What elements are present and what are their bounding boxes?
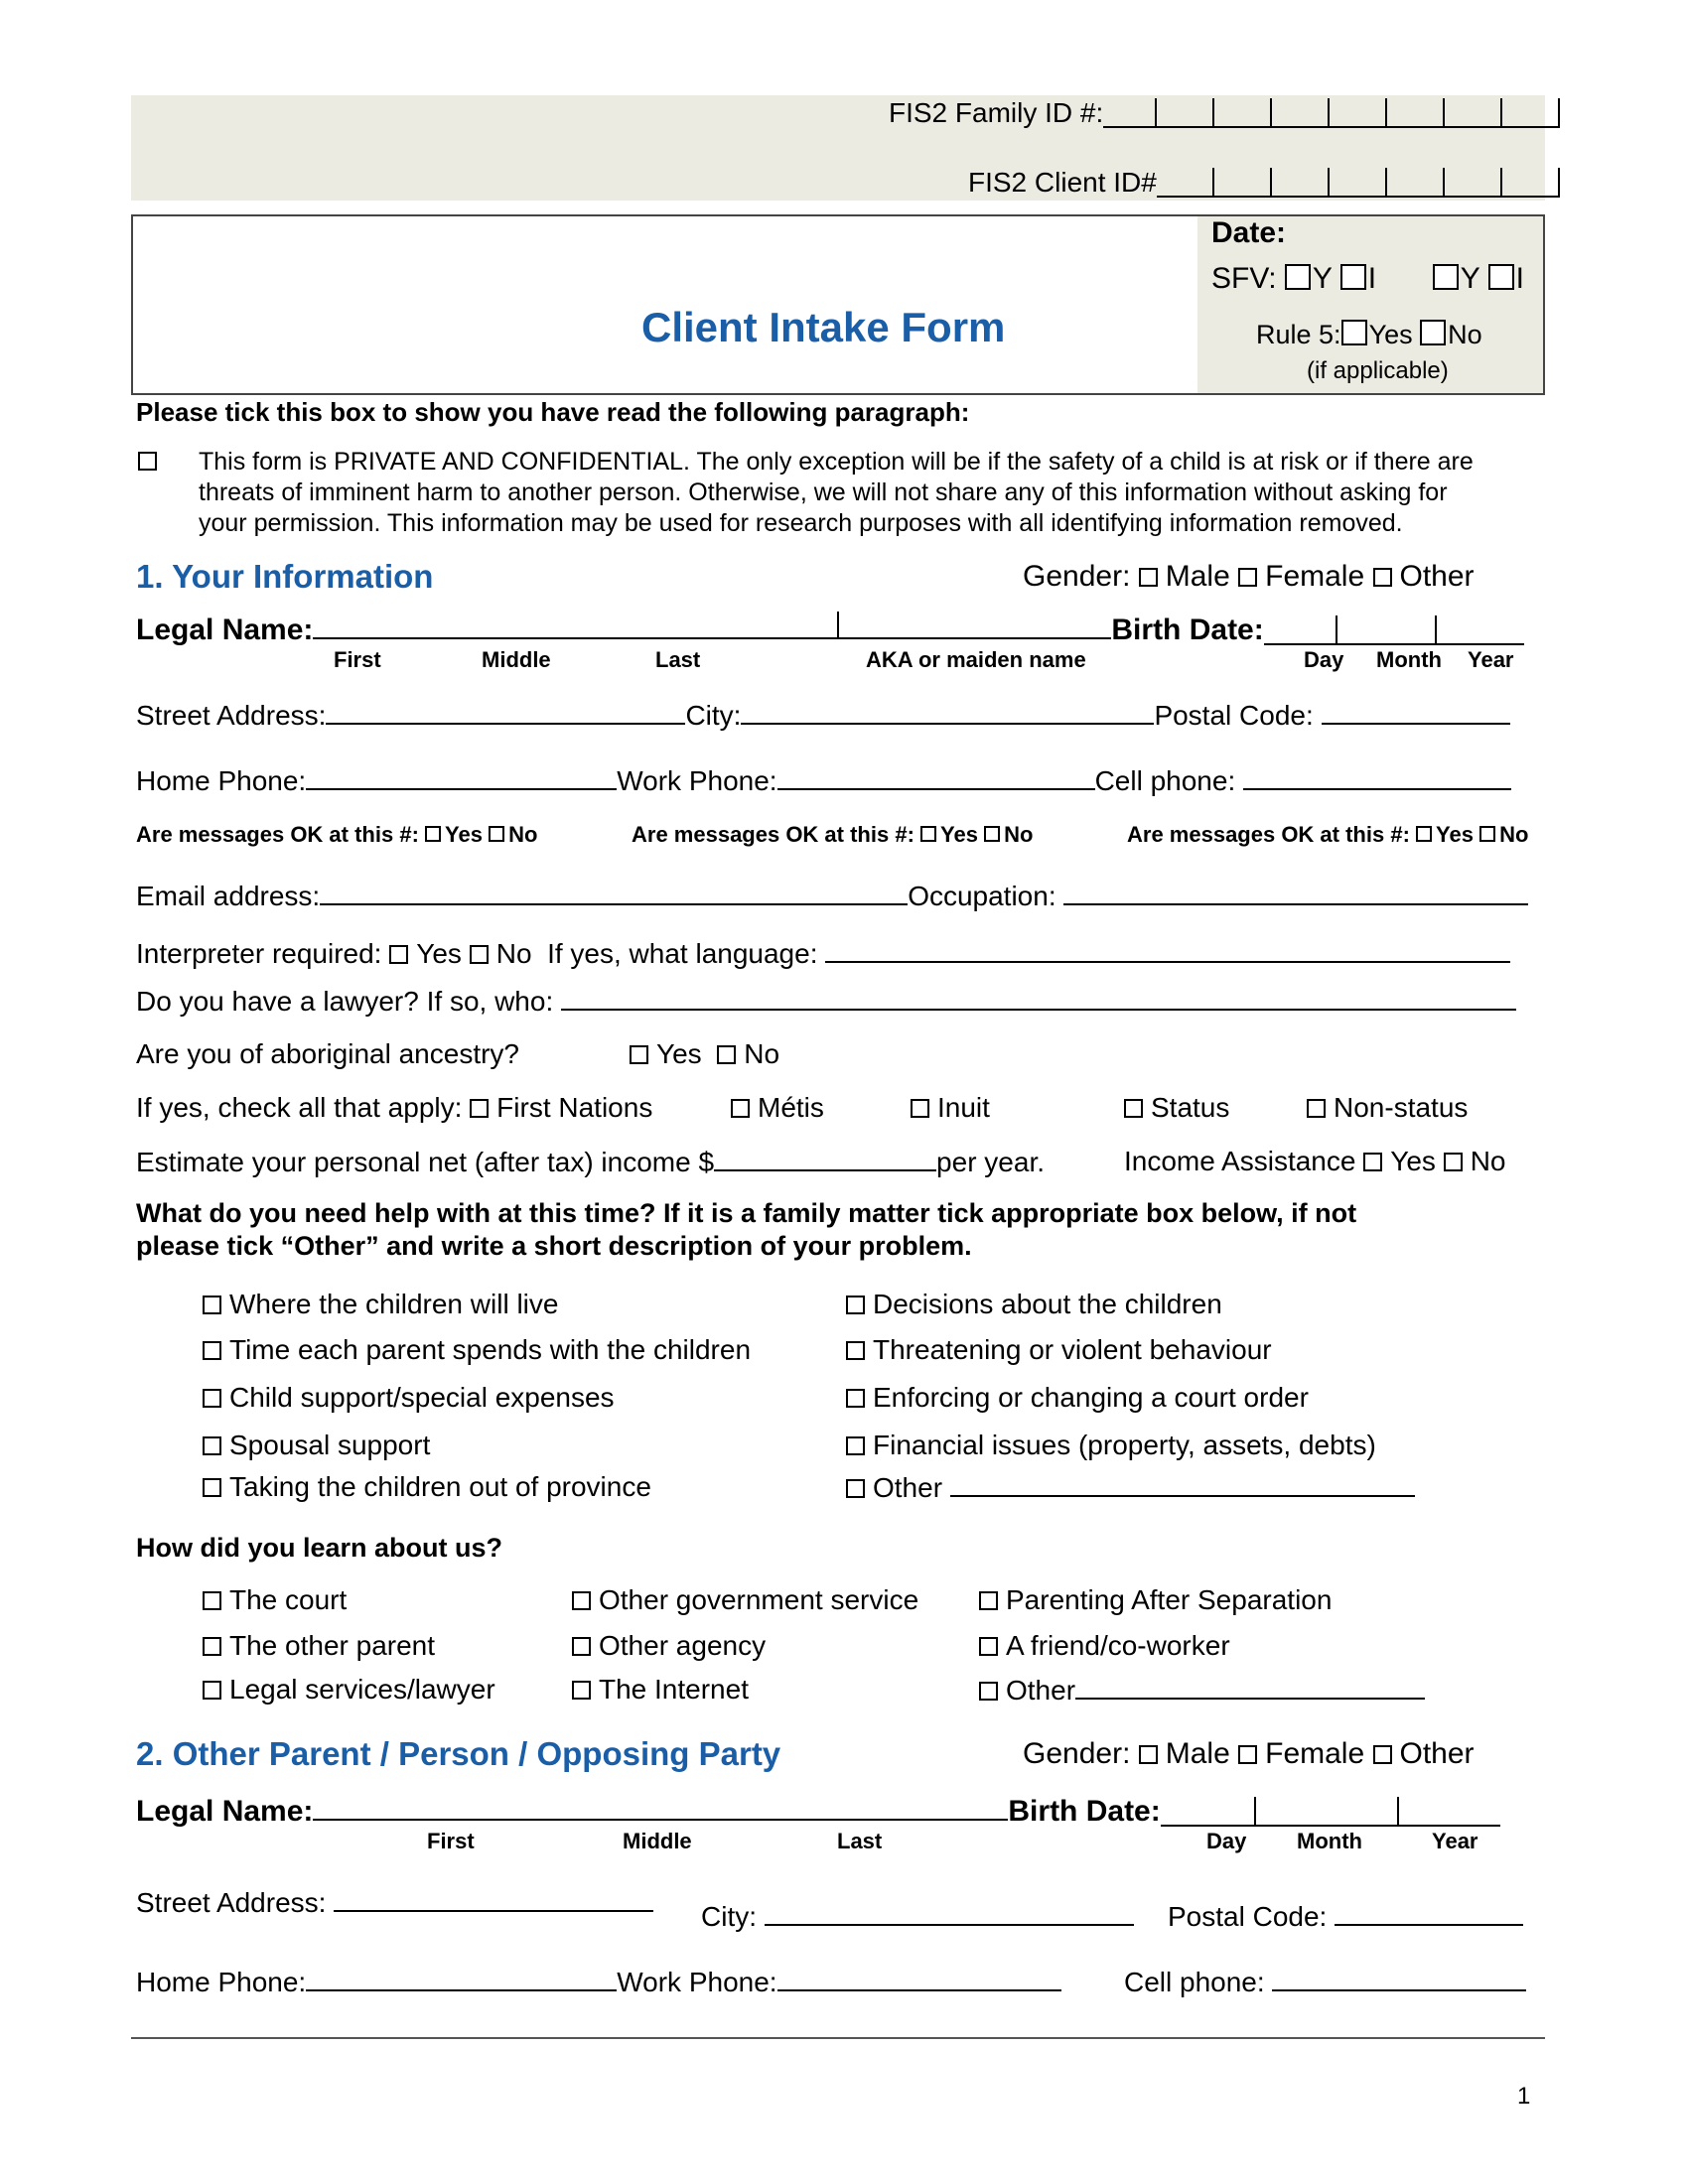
- help-left-5-label: Taking the children out of province: [229, 1471, 651, 1502]
- messages-cell-no-label: No: [1499, 822, 1529, 847]
- s2-name-sub-middle: Middle: [623, 1829, 692, 1853]
- legal-name-sub-aka: AKA or maiden name: [866, 647, 1086, 672]
- legal-name-label: Legal Name:: [136, 614, 314, 646]
- help-left-1-checkbox[interactable]: [203, 1296, 221, 1314]
- learn-parenting-label: Parenting After Separation: [1006, 1584, 1333, 1615]
- city-field[interactable]: [741, 699, 1154, 725]
- help-option-left-4: [203, 1430, 430, 1461]
- s2-date-sub-day: Day: [1206, 1829, 1247, 1853]
- messages-cell-label: Are messages OK at this #:: [1127, 822, 1410, 847]
- s2-gender-male-checkbox[interactable]: [1139, 1745, 1158, 1764]
- s2-gender-other-checkbox[interactable]: [1373, 1745, 1392, 1764]
- learn-other-agency-checkbox[interactable]: [572, 1637, 591, 1656]
- interpreter-row: [136, 937, 1510, 970]
- sfv-label: SFV:: [1211, 262, 1277, 295]
- messages-home-no-checkbox[interactable]: [489, 826, 504, 842]
- metis-label: Métis: [758, 1092, 824, 1123]
- learn-col3-item-3: [979, 1674, 1425, 1706]
- aboriginal-no-checkbox[interactable]: [717, 1045, 736, 1064]
- learn-gov-service-checkbox[interactable]: [572, 1591, 591, 1610]
- consent-line-1: This form is PRIVATE AND CONFIDENTIAL. The only exception will be if the safety of a child is at risk or if there are: [199, 448, 1474, 476]
- help-left-3-checkbox[interactable]: [203, 1389, 221, 1408]
- birth-date-sub-year: Year: [1468, 647, 1514, 672]
- s2-legal-name-field[interactable]: [313, 1793, 1008, 1821]
- rule5-label: Rule 5:: [1256, 320, 1341, 349]
- s2-gender-male-label: Male: [1165, 1737, 1230, 1770]
- help-left-2-checkbox[interactable]: [203, 1341, 221, 1360]
- client-id-label: FIS2 Client ID#: [968, 167, 1157, 198]
- sfv-option-1-label: Y: [1312, 262, 1333, 295]
- non-status-checkbox[interactable]: [1307, 1099, 1326, 1118]
- s2-cell-phone-field[interactable]: [1272, 1966, 1526, 1991]
- learn-parenting-checkbox[interactable]: [979, 1591, 998, 1610]
- s2-city-field[interactable]: [765, 1900, 1134, 1926]
- messages-cell: [1127, 822, 1528, 848]
- section2-heading: 2. Other Parent / Person / Opposing Party: [136, 1735, 781, 1772]
- s2-date-sub-year: Year: [1432, 1829, 1478, 1853]
- learn-friend-label: A friend/co-worker: [1006, 1630, 1230, 1661]
- inuit-label: Inuit: [937, 1092, 990, 1123]
- help-question-line-2: please tick “Other” and write a short description of your problem.: [136, 1231, 972, 1261]
- consent-text: [199, 447, 1474, 539]
- rule5-note: (if applicable): [1307, 357, 1449, 384]
- messages-cell-yes-checkbox[interactable]: [1416, 826, 1432, 842]
- work-phone-label: Work Phone:: [617, 765, 777, 796]
- sfv-option-4-label: I: [1515, 262, 1524, 295]
- consent-line-2: threats of imminent harm to another person. Otherwise, we will not share any of this information without asking for: [199, 478, 1448, 506]
- form-title: Client Intake Form: [641, 304, 1006, 350]
- s2-birth-date-label: Birth Date:: [1008, 1795, 1161, 1828]
- gender-female-label: Female: [1265, 560, 1365, 593]
- s2-legal-name-row: [136, 1793, 1500, 1829]
- s2-gender-female-label: Female: [1265, 1737, 1365, 1770]
- rule5-row: [1256, 320, 1482, 350]
- income-assist-yes-checkbox[interactable]: [1363, 1153, 1382, 1171]
- messages-home-label: Are messages OK at this #:: [136, 822, 419, 847]
- income-label: Estimate your personal net (after tax) income $: [136, 1147, 715, 1177]
- sfv-row: [1211, 262, 1524, 296]
- s2-home-phone-label: Home Phone:: [136, 1967, 307, 1997]
- learn-col1-item-1: [203, 1584, 347, 1616]
- help-right-3-label: Enforcing or changing a court order: [873, 1382, 1309, 1413]
- apply-label: [136, 1092, 652, 1124]
- first-nations-label: First Nations: [496, 1092, 653, 1123]
- messages-work-yes-checkbox[interactable]: [920, 826, 936, 842]
- s2-date-sub-month: Month: [1297, 1829, 1362, 1853]
- legal-name-row: [136, 612, 1524, 647]
- help-left-3-label: Child support/special expenses: [229, 1382, 615, 1413]
- birth-date-sub-month: Month: [1376, 647, 1442, 672]
- messages-work: [632, 822, 1033, 848]
- gender-male-checkbox[interactable]: [1139, 568, 1158, 587]
- s2-name-sub-last: Last: [837, 1829, 883, 1853]
- s2-gender-female-checkbox[interactable]: [1238, 1745, 1257, 1764]
- help-right-2-label: Threatening or violent behaviour: [873, 1334, 1272, 1365]
- income-assist-no-label: No: [1470, 1146, 1506, 1176]
- sfv-checkbox-3[interactable]: [1433, 264, 1459, 290]
- client-id-field[interactable]: [1157, 167, 1560, 198]
- learn-internet-checkbox[interactable]: [572, 1681, 591, 1700]
- rule5-yes-checkbox[interactable]: [1341, 320, 1367, 345]
- income-assist-no-checkbox[interactable]: [1444, 1153, 1463, 1171]
- learn-col2-item-1: [572, 1584, 918, 1616]
- s2-postal-label: Postal Code:: [1168, 1901, 1328, 1932]
- s2-work-phone-field[interactable]: [777, 1966, 1061, 1991]
- learn-other-agency-label: Other agency: [599, 1630, 767, 1661]
- help-option-left-3: [203, 1382, 615, 1414]
- messages-work-label: Are messages OK at this #:: [632, 822, 914, 847]
- messages-home-no-label: No: [508, 822, 538, 847]
- interpreter-label: Interpreter required:: [136, 938, 382, 969]
- non-status-label: Non-status: [1334, 1092, 1469, 1123]
- street-field[interactable]: [326, 699, 685, 725]
- rule5-yes-label: Yes: [1368, 320, 1413, 349]
- inuit-option: [911, 1092, 990, 1124]
- gender-male-label: Male: [1165, 560, 1230, 593]
- learn-court-checkbox[interactable]: [203, 1591, 221, 1610]
- cell-phone-label: Cell phone:: [1094, 765, 1236, 796]
- help-option-right-1: [846, 1289, 1222, 1320]
- learn-col2-item-3: [572, 1674, 749, 1706]
- help-option-right-2: [846, 1334, 1272, 1366]
- income-assist-label: Income Assistance: [1124, 1146, 1356, 1176]
- messages-cell-yes-label: Yes: [1436, 822, 1474, 847]
- s2-street-row: [136, 1886, 653, 1919]
- learn-col1-item-3: [203, 1674, 495, 1706]
- sfv-option-2-label: I: [1367, 262, 1377, 295]
- family-id-row: [889, 97, 1560, 129]
- family-id-field[interactable]: [1103, 97, 1560, 128]
- help-right-3-checkbox[interactable]: [846, 1389, 865, 1408]
- messages-work-yes-label: Yes: [940, 822, 978, 847]
- s2-home-phone-field[interactable]: [306, 1966, 617, 1991]
- home-phone-label: Home Phone:: [136, 765, 307, 796]
- messages-home-yes-label: Yes: [445, 822, 483, 847]
- s2-cell-row: [1124, 1966, 1526, 1998]
- learn-legal-services-label: Legal services/lawyer: [229, 1674, 495, 1705]
- per-year-label: per year.: [936, 1147, 1045, 1177]
- help-left-1-label: Where the children will live: [229, 1289, 559, 1319]
- help-left-4-checkbox[interactable]: [203, 1436, 221, 1455]
- city-label: City:: [685, 700, 742, 731]
- messages-cell-no-checkbox[interactable]: [1479, 826, 1495, 842]
- metis-checkbox[interactable]: [731, 1099, 750, 1118]
- status-checkbox[interactable]: [1124, 1099, 1143, 1118]
- status-label: Status: [1151, 1092, 1230, 1123]
- rule5-no-label: No: [1448, 320, 1482, 349]
- sfv-option-3-label: Y: [1460, 262, 1480, 295]
- consent-heading: Please tick this box to show you have read the following paragraph:: [136, 397, 970, 427]
- lawyer-label: Do you have a lawyer? If so, who:: [136, 986, 554, 1017]
- learn-col3-item-2: [979, 1630, 1230, 1662]
- consent-checkbox[interactable]: [138, 452, 157, 471]
- birth-date-field[interactable]: [1264, 614, 1524, 646]
- inuit-checkbox[interactable]: [911, 1099, 929, 1118]
- metis-option: [731, 1092, 824, 1124]
- help-option-right-4: [846, 1430, 1376, 1461]
- learn-other-parent-label: The other parent: [229, 1630, 436, 1661]
- postal-field[interactable]: [1322, 699, 1510, 725]
- help-question: [136, 1197, 1356, 1263]
- s2-name-sub-first: First: [427, 1829, 475, 1853]
- help-question-line-1: What do you need help with at this time? If it is a family matter tick appropriate box below, if not: [136, 1198, 1357, 1228]
- email-label: Email address:: [136, 881, 321, 911]
- income-field[interactable]: [714, 1146, 936, 1171]
- help-right-1-label: Decisions about the children: [873, 1289, 1222, 1319]
- help-left-4-label: Spousal support: [229, 1430, 431, 1460]
- email-row: [136, 880, 1528, 912]
- help-other-field[interactable]: [950, 1471, 1415, 1497]
- aboriginal-no-label: No: [744, 1038, 780, 1069]
- cell-phone-field[interactable]: [1243, 764, 1511, 790]
- help-left-5-checkbox[interactable]: [203, 1478, 221, 1497]
- s2-work-phone-label: Work Phone:: [617, 1967, 777, 1997]
- learn-col2-item-2: [572, 1630, 766, 1662]
- section1-heading: 1. Your Information: [136, 558, 434, 595]
- learn-other-field[interactable]: [1075, 1674, 1425, 1700]
- postal-label: Postal Code:: [1154, 700, 1314, 731]
- messages-work-no-label: No: [1004, 822, 1034, 847]
- learn-other-label: Other: [1006, 1675, 1076, 1706]
- help-right-1-checkbox[interactable]: [846, 1296, 865, 1314]
- section1-gender-row: [1023, 560, 1475, 594]
- learn-other-parent-checkbox[interactable]: [203, 1637, 221, 1656]
- family-id-label: FIS2 Family ID #:: [889, 97, 1104, 128]
- street-label: Street Address:: [136, 700, 327, 731]
- help-option-left-2: [203, 1334, 751, 1366]
- client-id-row: [968, 167, 1560, 199]
- aboriginal-yes-label: Yes: [656, 1038, 702, 1069]
- email-field[interactable]: [320, 880, 908, 905]
- legal-name-sub-last: Last: [655, 647, 701, 672]
- section2-gender-row: [1023, 1737, 1475, 1771]
- apply-label-text: If yes, check all that apply:: [136, 1092, 463, 1123]
- work-phone-field[interactable]: [777, 764, 1095, 790]
- s2-city-row: [701, 1900, 1134, 1933]
- help-right-5-label: Other: [873, 1472, 943, 1503]
- aka-name-field[interactable]: [839, 612, 1111, 639]
- interpreter-yes-checkbox[interactable]: [389, 945, 408, 964]
- birth-date-label: Birth Date:: [1111, 614, 1264, 646]
- s2-legal-name-label: Legal Name:: [136, 1795, 314, 1828]
- help-option-left-1: [203, 1289, 558, 1320]
- learn-internet-label: The Internet: [599, 1674, 749, 1705]
- sfv-checkbox-2[interactable]: [1340, 264, 1366, 290]
- help-right-2-checkbox[interactable]: [846, 1341, 865, 1360]
- legal-name-field[interactable]: [313, 612, 839, 639]
- s2-postal-field[interactable]: [1335, 1900, 1523, 1926]
- non-status-option: [1307, 1092, 1468, 1124]
- messages-home: [136, 822, 537, 848]
- page-number: 1: [1517, 2083, 1531, 2110]
- learn-col1-item-2: [203, 1630, 435, 1662]
- s2-street-label: Street Address:: [136, 1887, 327, 1918]
- learn-other-checkbox[interactable]: [979, 1682, 998, 1701]
- s2-city-label: City:: [701, 1901, 757, 1932]
- learn-court-label: The court: [229, 1584, 348, 1615]
- sfv-checkbox-1[interactable]: [1285, 264, 1311, 290]
- learn-col3-item-1: [979, 1584, 1332, 1616]
- messages-home-yes-checkbox[interactable]: [425, 826, 441, 842]
- first-nations-checkbox[interactable]: [470, 1099, 489, 1118]
- interpreter-no-checkbox[interactable]: [470, 945, 489, 964]
- aboriginal-options: [630, 1038, 779, 1070]
- address-row: [136, 699, 1510, 732]
- home-phone-field[interactable]: [306, 764, 617, 790]
- gender-label: Gender:: [1023, 560, 1131, 593]
- birth-date-sub-day: Day: [1304, 647, 1344, 672]
- help-right-4-label: Financial issues (property, assets, debts): [873, 1430, 1376, 1460]
- help-option-right-3: [846, 1382, 1309, 1414]
- status-option: [1124, 1092, 1229, 1124]
- aboriginal-yes-checkbox[interactable]: [630, 1045, 648, 1064]
- help-right-5-checkbox[interactable]: [846, 1479, 865, 1498]
- date-label: Date:: [1211, 216, 1287, 249]
- gender-female-checkbox[interactable]: [1238, 568, 1257, 587]
- sfv-checkbox-4[interactable]: [1488, 264, 1514, 290]
- s2-birth-date-field[interactable]: [1161, 1795, 1500, 1828]
- help-option-right-5: [846, 1471, 1415, 1504]
- occupation-field[interactable]: [1063, 880, 1528, 905]
- s2-street-field[interactable]: [334, 1886, 653, 1912]
- gender-other-checkbox[interactable]: [1373, 568, 1392, 587]
- income-assist-yes-label: Yes: [1390, 1146, 1436, 1176]
- aboriginal-label: Are you of aboriginal ancestry?: [136, 1038, 519, 1069]
- help-right-4-checkbox[interactable]: [846, 1436, 865, 1455]
- legal-name-sub-middle: Middle: [482, 647, 551, 672]
- consent-line-3: your permission. This information may be used for research purposes with all identifying information removed.: [199, 509, 1403, 537]
- s2-postal-row: [1168, 1900, 1523, 1933]
- rule5-no-checkbox[interactable]: [1420, 320, 1446, 345]
- learn-gov-service-label: Other government service: [599, 1584, 919, 1615]
- s2-phone-row: [136, 1966, 1061, 1998]
- learn-friend-checkbox[interactable]: [979, 1637, 998, 1656]
- s2-gender-other-label: Other: [1399, 1737, 1475, 1770]
- lawyer-row: [136, 985, 1516, 1018]
- learn-legal-services-checkbox[interactable]: [203, 1681, 221, 1700]
- s2-cell-phone-label: Cell phone:: [1124, 1967, 1265, 1997]
- footer-rule: [131, 2037, 1545, 2039]
- help-option-left-5: [203, 1471, 651, 1503]
- lawyer-field[interactable]: [561, 985, 1516, 1011]
- messages-work-no-checkbox[interactable]: [984, 826, 1000, 842]
- language-field[interactable]: [825, 937, 1510, 963]
- legal-name-sub-first: First: [334, 647, 381, 672]
- gender-other-label: Other: [1399, 560, 1475, 593]
- interpreter-yes-label: Yes: [416, 938, 462, 969]
- s2-gender-label: Gender:: [1023, 1737, 1131, 1770]
- phone-row: [136, 764, 1511, 797]
- interpreter-no-label: No: [495, 938, 532, 969]
- language-label: If yes, what language:: [547, 938, 818, 969]
- learn-question: How did you learn about us?: [136, 1533, 503, 1563]
- help-left-2-label: Time each parent spends with the children: [229, 1334, 752, 1365]
- income-assist-row: [1124, 1146, 1506, 1177]
- income-row: [136, 1146, 1045, 1178]
- occupation-label: Occupation:: [908, 881, 1056, 911]
